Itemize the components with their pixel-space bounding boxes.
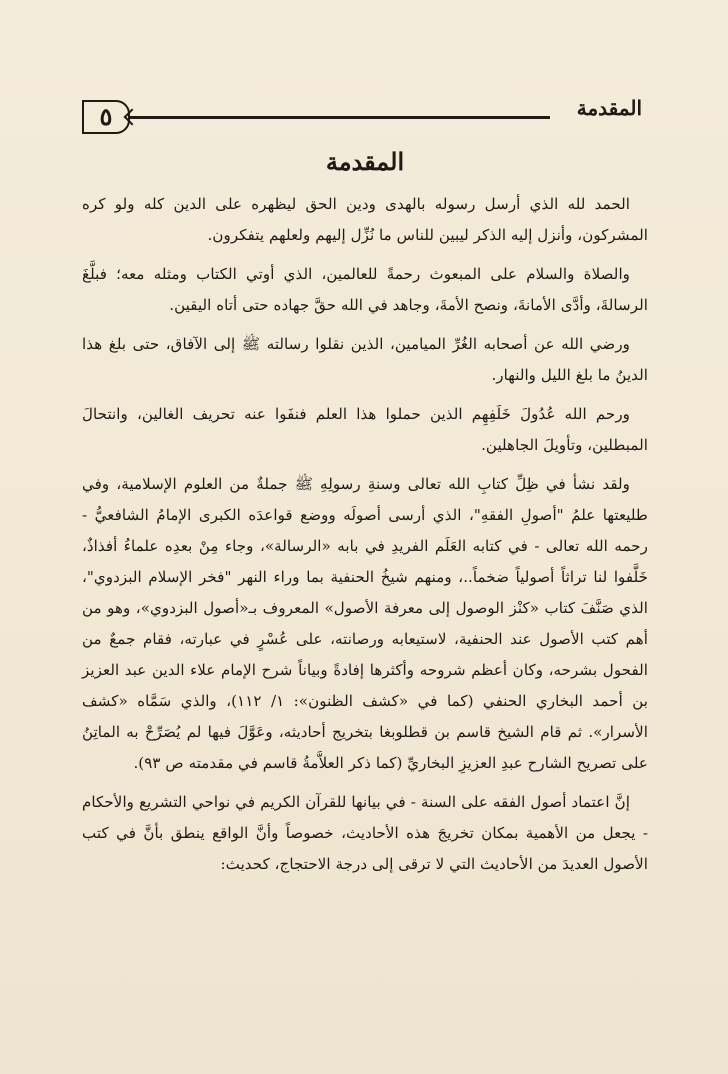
paragraph-5: ولقد نشأ في ظِلِّ كتابِ الله تعالى وسنةِ رسولِهِ ﷺ جملةٌ من العلوم الإسلامية، وفي طليعتها علمُ "أصولِ الفقهِ"، الذي أرسى أصولَه ووضع قواعدَه الكبرى الإمامُ الشافعيُّ - رحمه الله تعالى - في كتابه العَلَم الفريدِ في بابه «الرسالة»، وجاء مِنْ بعدِه علماءُ أفذاذٌ، خَلَّفوا لنا تراثاً أصولياً ضخماً..، ومنهم شيخُ الحنفية بما وراء النهر "فخر الإسلام البزدوي"، الذي صَنَّفَ كتاب «كنْز الوصول إلى معرفة الأصول» المعروف بـ«أصول البزدوي»، وهو من أهم كتب الأصول عند الحنفية، لاستيعابه ورصانته، على عُسْرٍ في عبارته، فقام جمعٌ من الفحول بشرحه، وكان أعظم شروحه وأكثرها إفادةً وبياناً شرح الإمام علاء الدين عبد العزيز بن أحمد البخاري الحنفي (كما في «كشف الظنون»: ١/ ١١٢)، والذي سَمَّاه «كشف الأسرار». ثم قام الشيخ قاسم بن قطلوبغا بتخريج أحاديثه، وعَوَّلَ فيها لم يُصَرِّحْ به الماتِنُ على تصريح الشارح عبدِ العزيزِ البخاريِّ (كما ذكر العلاَّمةُ قاسم في مقدمته ص ٩٣). [82, 475, 649, 772]
paragraph-3: ورضي الله عن أصحابه الغُرِّ الميامين، الذين نقلوا رسالته ﷺ إلى الآفاق، حتى بلغ هذا الدينُ ما بلغ الليل والنهار. [82, 335, 648, 384]
header-rule [130, 116, 550, 119]
page-header [82, 96, 642, 134]
page-content [82, 145, 648, 880]
paragraph-2: والصلاة والسلام على المبعوث رحمةً للعالمين، الذي أوتي الكتاب ومثله معه؛ فبلَّغَ الرسالةَ، وأدَّى الأمانةَ، ونصح الأمةَ، وجاهد في الله حقَّ جهاده حتى أتاه اليقين. [82, 265, 648, 314]
page-number: ٥ [82, 100, 130, 134]
paragraph-4: ورحم الله عُدُولَ خَلَفِهِم الذين حملوا هذا العلم فنفَوا عنه تحريف الغالين، وانتحالَ المبطلين، وتأويلَ الجاهلين. [82, 405, 648, 454]
chapter-title: المقدمة [325, 147, 405, 176]
paragraph-6: إنَّ اعتماد أصول الفقه على السنة - في بيانها للقرآن الكريم في نواحي التشريع والأحكام - يجعل من الأهمية بمكان تخريجَ هذه الأحاديث، خصوصاً وأنَّ الواقع ينطق بأنَّ في كتب الأصول العديدَ من الأحاديث التي لا ترقى إلى درجة الاحتجاج، كحديث: [82, 793, 648, 873]
running-title: المقدمة [576, 96, 642, 120]
paragraph-1: الحمد لله الذي أرسل رسوله بالهدى ودين الحق ليظهره على الدين كله ولو كره المشركون، وأنزل إليه الذكر ليبين للناس ما نُزِّل إليهم ولعلهم يتفكرون. [82, 195, 648, 244]
